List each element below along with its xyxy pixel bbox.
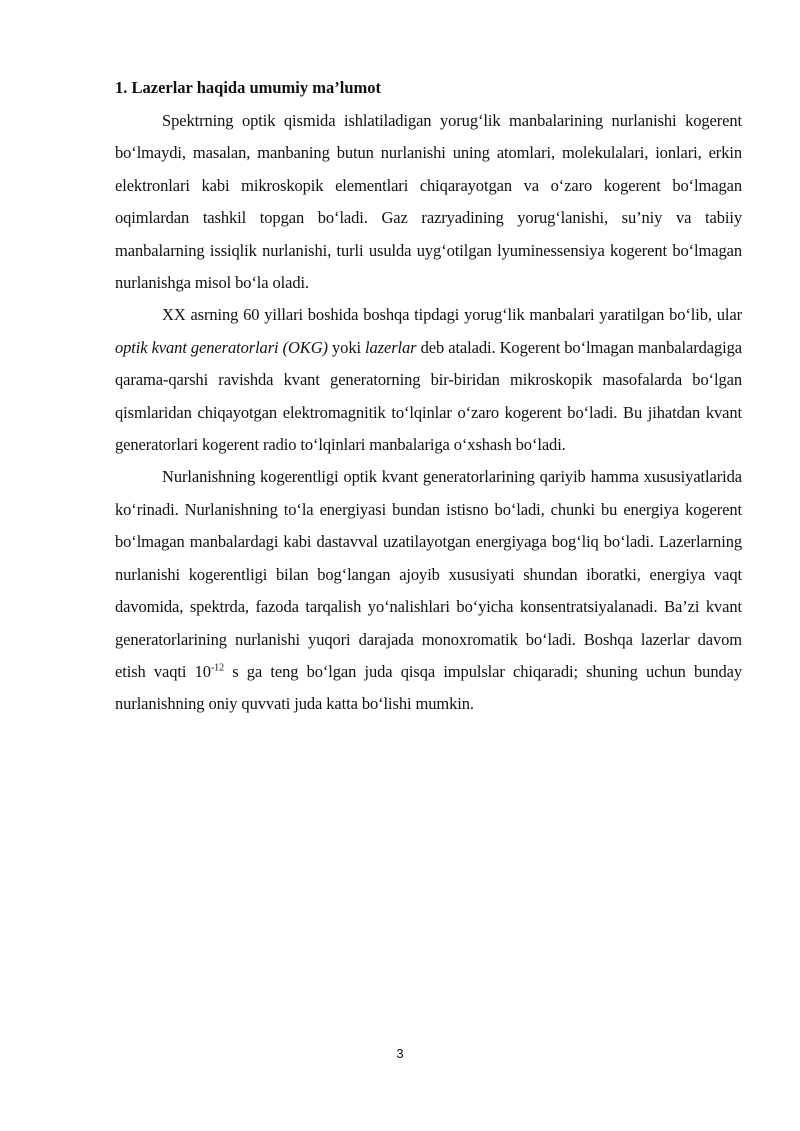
- term-okg: optik kvant generatorlari (OKG): [115, 337, 328, 357]
- power-exponent: -12: [210, 662, 224, 674]
- power-base: 10: [194, 661, 211, 681]
- paragraph-1-text: Spektrning optik qismida ishlatiladigan yorug‘lik manbalarining nurlanishi kogerent bo‘lmaydi, masalan, manbaning butun nurlanishi uning atomlari, molekulalari, ionlari, erkin elektronlari kabi mikroskopik elementlari chiqarayotgan va o‘zaro kogerent bo‘lmagan oqimlardan tashkil topgan bo‘ladi. Gaz razryadining yorug‘lanishi, su’niy va tabiiy manbalarning issiqlik nurlanishi, turli usulda uyg‘otilgan lyuminessensiya kogerent bo‘lmagan nurlanishga misol bo‘la oladi.: [115, 111, 742, 293]
- paragraph-2-text-c: deb ataladi. Kogerent bo‘lmagan manbalardagiga qarama-qarshi ravishda kvant generatorning bir-biridan mikroskopik masofalarda bo‘lgan qismlaridan chiqayotgan elektromagnitik to‘lqinlar o‘zaro kogerent bo‘ladi. Bu jihatdan kvant generatorlari kogerent radio to‘lqinlari manbalariga o‘xshash bo‘ladi.: [115, 337, 742, 455]
- paragraph-2: [115, 299, 742, 461]
- paragraph-3: [115, 461, 742, 720]
- section-heading: 1. Lazerlar haqida umumiy ma’lumot: [115, 78, 381, 97]
- paragraph-2-text-b: yoki: [327, 337, 366, 357]
- page-number: 3: [396, 1046, 404, 1061]
- paragraph-3-text-b: s ga teng bo‘lgan juda qisqa impulslar chiqaradi; shuning uchun bunday nurlanishning oniy quvvati juda katta bo‘lishi mumkin.: [115, 661, 742, 714]
- term-lazerlar: lazerlar: [365, 337, 417, 357]
- page-content: [115, 77, 742, 721]
- paragraph-3-text-a: Nurlanishning kogerentligi optik kvant generatorlarining qariyib hamma xususiyatlarida ko‘rinadi. Nurlanishning to‘la energiyasi bundan istisno bo‘ladi, chunki bu energiya kogerent bo‘lmagan manbalardagi kabi dastavval uzatilayotgan energiyaga bog‘liq bo‘ladi. Lazerlarning nurlanishi kogerentligi bilan bog‘langan ajoyib xususiyati shundan iboratki, energiya vaqt davomida, spektrda, fazoda tarqalish yo‘nalishlari bo‘yicha konsentratsiyalanadi. Ba’zi kvant generatorlarining nurlanishi yuqori darajada monoxromatik bo‘ladi. Boshqa lazerlar davom etish vaqti: [115, 467, 742, 681]
- paragraph-1: [115, 105, 742, 299]
- paragraph-2-text-a: XX asrning 60 yillari boshida boshqa tipdagi yorug‘lik manbalari yaratilgan bo‘lib, ular: [162, 305, 742, 325]
